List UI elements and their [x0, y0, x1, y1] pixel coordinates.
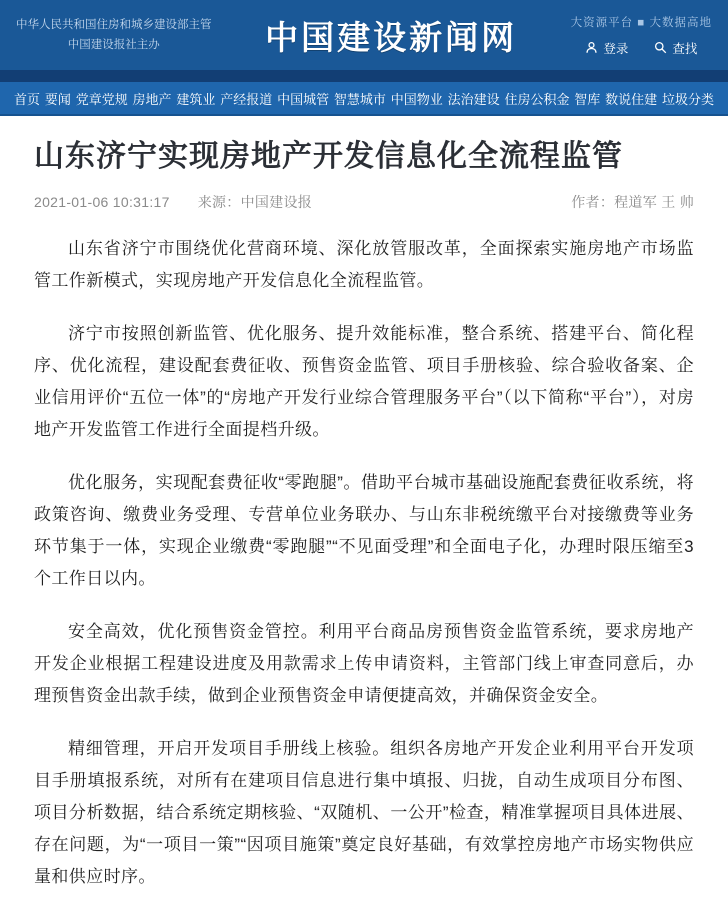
article-meta	[34, 192, 694, 212]
nav-item-rule-of-law[interactable]: 法治建设	[447, 91, 500, 107]
login-link[interactable]	[585, 39, 628, 57]
nav-item-real-estate[interactable]: 房地产	[132, 91, 172, 107]
article	[0, 116, 728, 911]
site-header	[0, 0, 728, 70]
sponsor-block	[16, 15, 212, 55]
main-nav	[0, 82, 728, 116]
header-right-block	[571, 14, 712, 57]
article-paragraph: 济宁市按照创新监管、优化服务、提升效能标准，整合系统、搭建平台、简化程序、优化流程，建设配套费征收、预售资金监管、项目手册核验、综合验收备案、企业信用评价“五位一体”的“房地产开发行业综合管理服务平台”（以下简称“平台”），对房地产开发监管工作进行全面提档升级。	[34, 323, 694, 439]
sponsor-line-2: 中国建设报社主办	[67, 39, 160, 51]
nav-item-data-housing[interactable]: 数说住建	[605, 91, 658, 107]
nav-item-economy[interactable]: 产经报道	[220, 91, 273, 107]
nav-item-city-mgmt[interactable]: 中国城管	[277, 91, 330, 107]
search-icon	[654, 41, 667, 54]
login-label: 登录	[603, 41, 629, 56]
search-label: 查找	[672, 41, 698, 56]
search-link[interactable]	[654, 39, 697, 57]
nav-item-property[interactable]: 中国物业	[390, 91, 443, 107]
nav-item-top-news[interactable]: 要闻	[44, 91, 71, 107]
site-logo-title[interactable]: 中国建设新闻网	[265, 18, 518, 56]
nav-item-construction[interactable]: 建筑业	[176, 91, 216, 107]
article-paragraph: 精细管理，开启开发项目手册线上核验。组织各房地产开发企业利用平台开发项目手册填报系统，对所有在建项目信息进行集中填报、归拢，自动生成项目分布图、项目分析数据，结合系统定期核验、“双随机、一公开”检查，精准掌握项目具体进展、存在问题，为“一项目一策”“因项目施策”奠定良好基础，有效掌控房地产市场实物供应量和供应时序。	[34, 738, 694, 886]
site-tagline: 大资源平台 ■ 大数据高地	[570, 16, 712, 29]
article-paragraph: 安全高效，优化预售资金管控。利用平台商品房预售资金监管系统，要求房地产开发企业根据工程建设进度及用款需求上传申请资料，主管部门线上审查同意后，办理预售资金出款手续，做到企业预售资金申请便捷高效，并确保资金安全。	[34, 621, 694, 705]
nav-item-housing-fund[interactable]: 住房公积金	[504, 91, 570, 107]
sponsor-line-1: 中华人民共和国住房和城乡建设部主管	[16, 18, 212, 31]
nav-item-home[interactable]: 首页	[14, 91, 41, 107]
article-title: 山东济宁实现房地产开发信息化全流程监管	[34, 140, 623, 173]
nav-item-party-rules[interactable]: 党章党规	[75, 91, 128, 107]
article-author: 作者：程道军 王 帅	[571, 193, 694, 210]
article-paragraph: 优化服务，实现配套费征收“零跑腿”。借助平台城市基础设施配套费征收系统，将政策咨询、缴费业务受理、专营单位业务联办、与山东非税统缴平台对接缴费等业务环节集于一体，实现企业缴费“零跑腿”“不见面受理”和全面电子化，办理时限压缩至3个工作日以内。	[34, 472, 694, 588]
article-source: 来源：中国建设报	[197, 193, 313, 210]
article-body	[34, 233, 694, 893]
user-icon	[585, 41, 598, 54]
nav-item-smart-city[interactable]: 智慧城市	[333, 91, 386, 107]
nav-top-strip	[0, 70, 728, 82]
nav-item-think-tank[interactable]: 智库	[574, 91, 601, 107]
nav-item-garbage-sorting[interactable]: 垃圾分类	[661, 91, 714, 107]
article-paragraph: 山东省济宁市围绕优化营商环境、深化放管服改革，全面探索实施房地产市场监管工作新模式，实现房地产开发信息化全流程监管。	[34, 238, 694, 290]
article-date: 2021-01-06 10:31:17	[34, 193, 170, 210]
